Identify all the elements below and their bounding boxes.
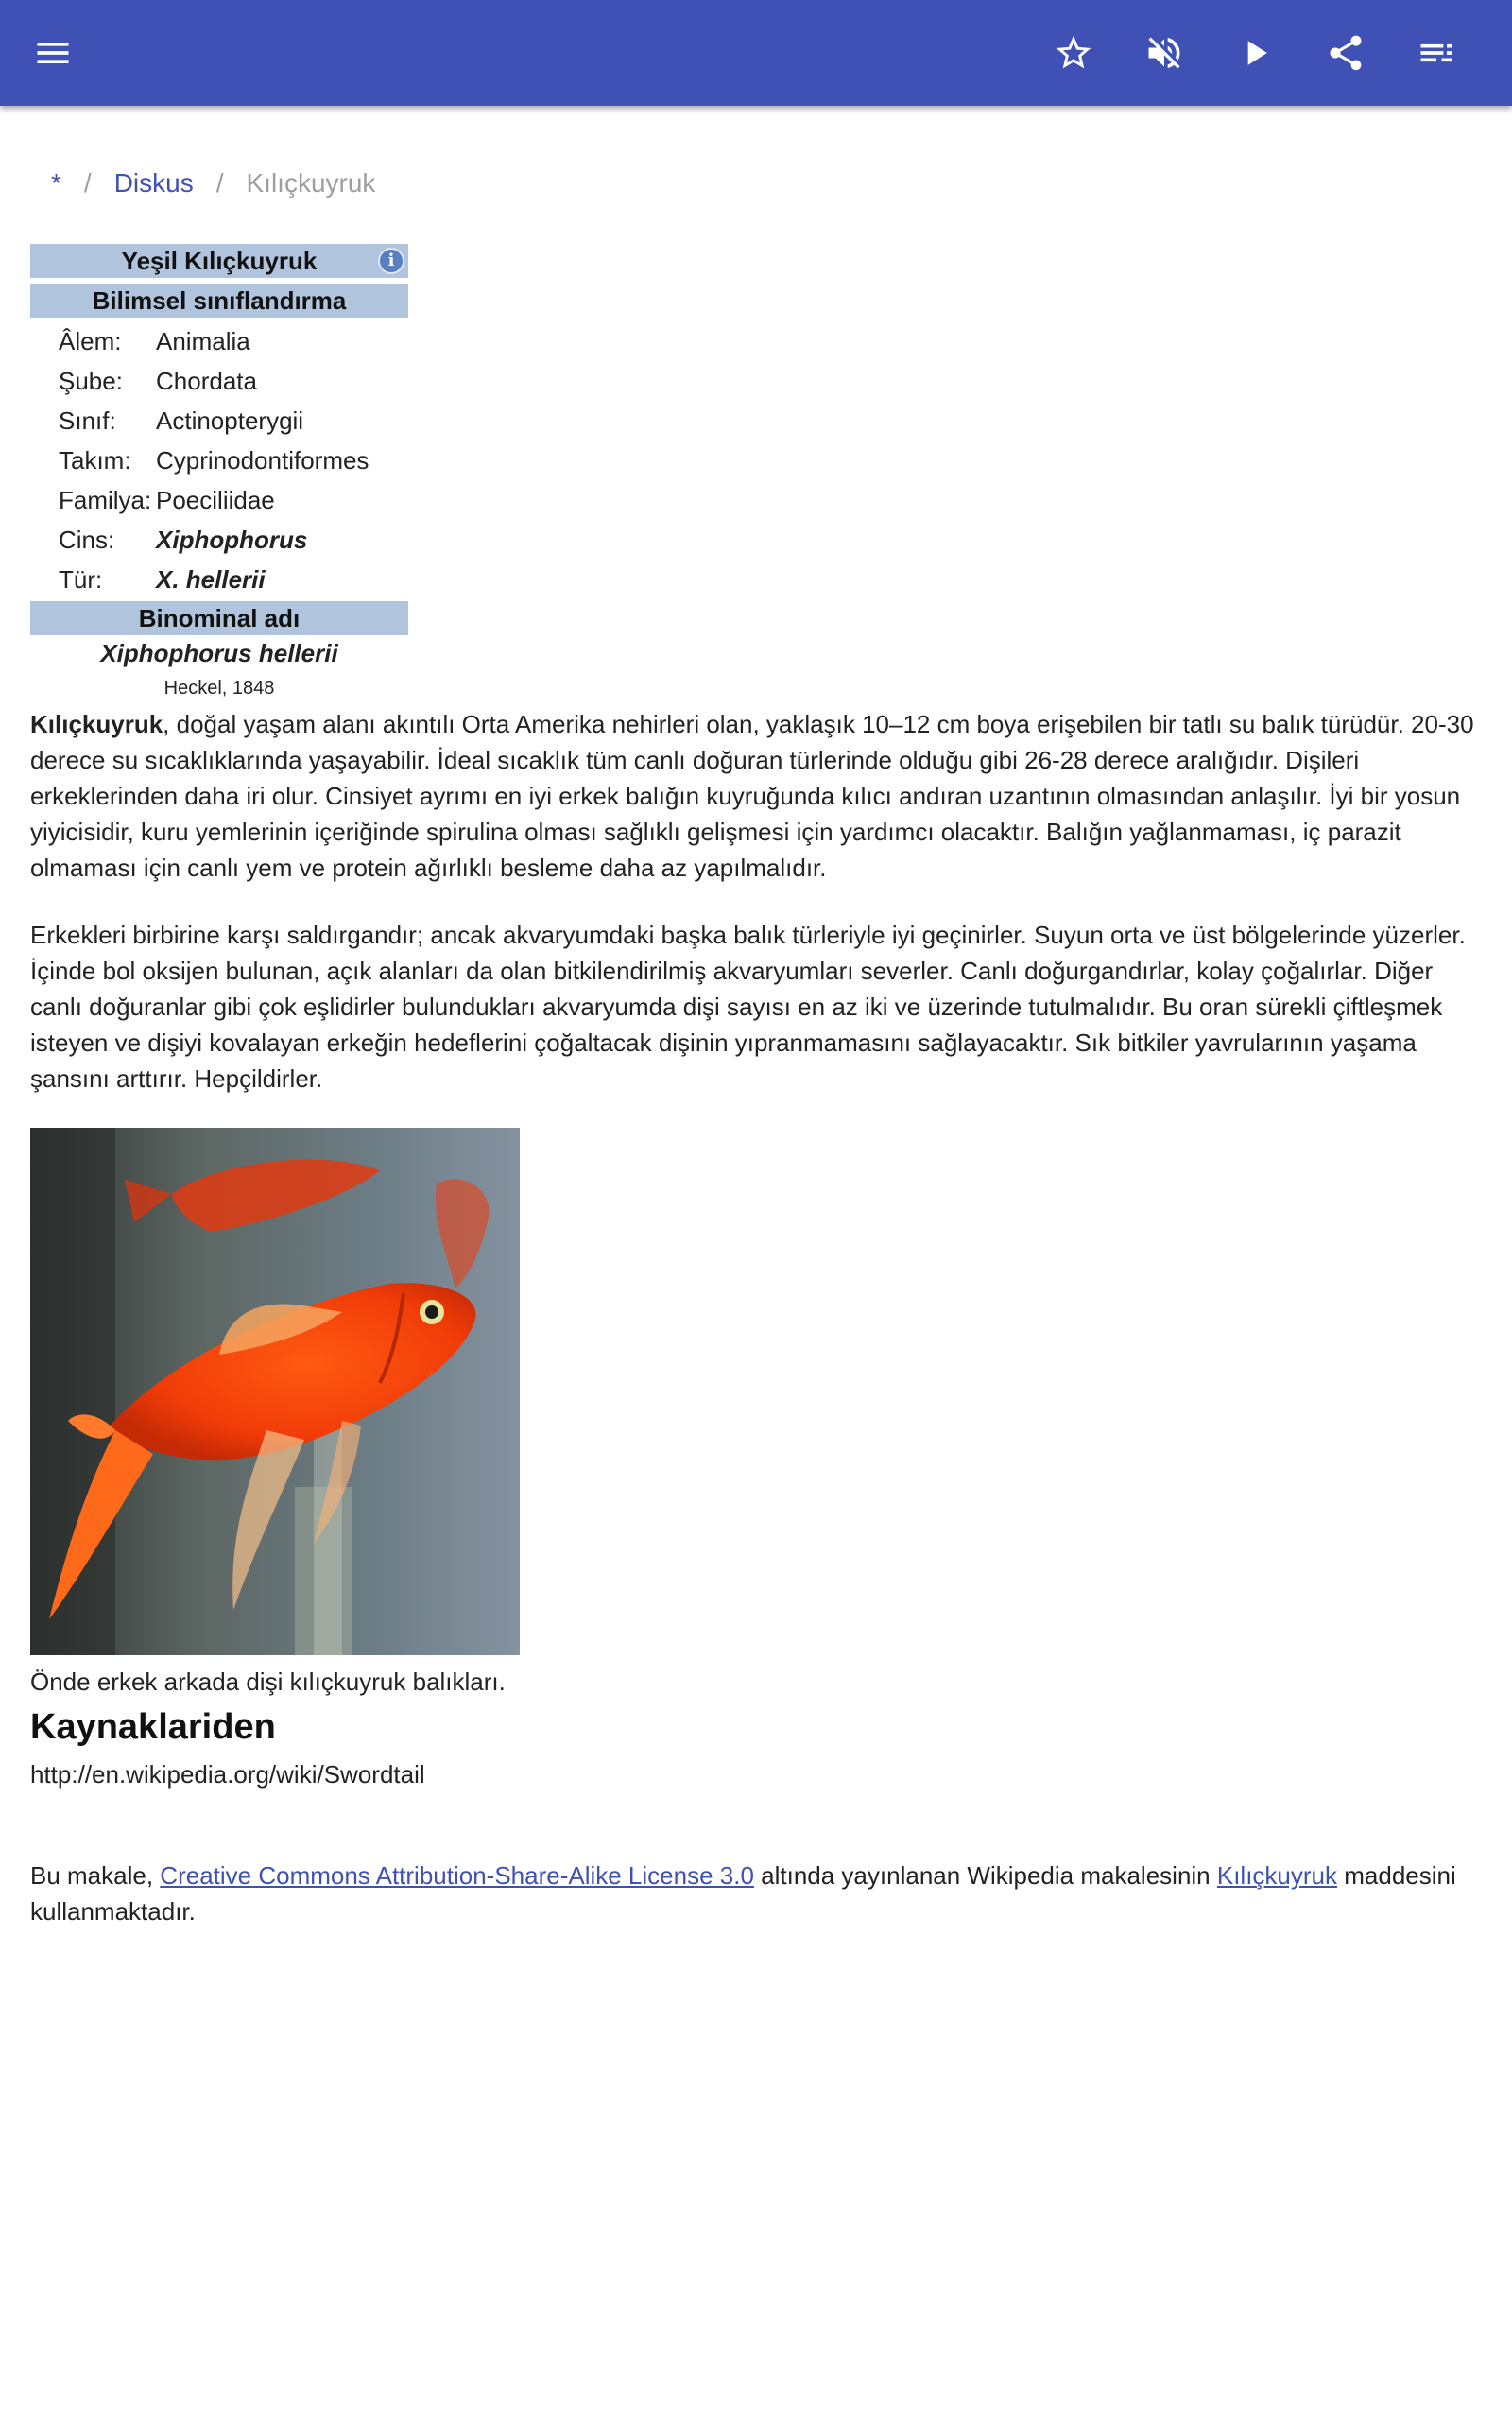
star-outline-icon [1053, 32, 1094, 74]
table-row [59, 361, 369, 401]
play-icon [1234, 32, 1276, 74]
reference-url: http://en.wikipedia.org/wiki/Swordtail [30, 1760, 425, 1789]
references-heading: Kaynaklariden [30, 1707, 276, 1747]
rank-label: Âlem: [59, 326, 122, 355]
rank-value: Chordata [156, 366, 257, 395]
table-row [59, 441, 369, 480]
article-paragraph [30, 706, 1482, 886]
paragraph-text: , doğal yaşam alanı akıntılı Orta Amerika nehirleri olan, yaklaşık 10–12 cm boya erişebilen bir tatlı su balık türüdür. 20-30 derece su sıcaklıklarında yaşayabilir. İdeal sıcaklık tüm canlı doğuran türlerinde olduğu gibi 26-28 derece aralığıdır. Dişileri erkeklerinden daha iri olur. Cinsiyet ayrımı en iyi erkek balığın kuyruğunda kılıcı andıran uzantının olmasından anlaşılır. İyi bir yosun yiyicisidir, kuru yemlerinin içeriğinde spirulina olması sağlıklı gelişmesi için yardımcı olacaktır. Balığın yağlanmaması, iç parazit olmaması için canlı yem ve protein ağırlıklı besleme daha az yapılmalıdır. [30, 710, 1474, 882]
fish-photo[interactable] [30, 1128, 520, 1655]
rank-value: Poeciliidae [156, 485, 275, 514]
table-row [59, 401, 369, 441]
play-button[interactable] [1227, 25, 1283, 81]
table-row [59, 520, 369, 560]
volume-off-icon [1143, 32, 1185, 74]
table-row [59, 480, 369, 520]
breadcrumb-parent-link[interactable]: Diskus [113, 168, 194, 198]
rank-value: X. hellerii [156, 564, 266, 594]
rank-value: Cyprinodontiformes [156, 445, 369, 475]
info-icon[interactable]: i [378, 248, 404, 274]
breadcrumb [51, 168, 375, 199]
rank-value: Xiphophorus [156, 525, 308, 554]
playlist-button[interactable] [1408, 25, 1465, 81]
article-paragraph: Erkekleri birbirine karşı saldırgandır; ancak akvaryumdaki başka balık türleriyle iyi geçinirler. Suyun orta ve üst bölgelerinde yüzerler. İçinde bol oksijen bulunan, açık alanları da olan bitkilendirilmiş akvaryumları severler. Canlı doğurgandırlar, kolay çoğalırlar. Diğer canlı doğuranlar gibi çok eşlidirler bulundukları akvaryumda dişi sayısı en az iki ve üzerinde tutulmalıdır. Bu oran sürekli çiftleşmek isteyen ve dişiyi kovalayan erkeğin hedeflerini çoğaltacak dişinin yıpranmamasını sağlayacaktır. Sık bitkiler yavrularının yaşama şansını arttırır. Hepçildirler. [30, 921, 1466, 1093]
license-link[interactable]: Creative Commons Attribution-Share-Alike License 3.0 [160, 1861, 754, 1890]
menu-icon [32, 32, 74, 74]
breadcrumb-root-link[interactable]: * [51, 168, 61, 198]
table-row [59, 321, 369, 361]
rank-label: Tür: [59, 564, 103, 594]
rank-label: Takım: [59, 445, 131, 475]
rank-label: Familya: [59, 485, 152, 514]
app-bar [0, 0, 1512, 106]
rank-label: Şube: [59, 366, 123, 395]
binomial-author: Heckel, 1848 [163, 678, 275, 699]
share-icon [1325, 32, 1366, 74]
binomial-header: Binominal adı [30, 601, 408, 635]
article-subject: Kılıçkuyruk [30, 710, 163, 738]
license-text: maddesini kullanmaktadır. [30, 1861, 1456, 1926]
playlist-icon [1416, 32, 1457, 74]
breadcrumb-separator: / [215, 168, 224, 198]
source-article-link[interactable]: Kılıçkuyruk [1216, 1861, 1338, 1890]
share-button[interactable] [1317, 25, 1374, 81]
rank-value: Animalia [156, 326, 250, 355]
license-text: altında yayınlanan Wikipedia makalesinin [753, 1861, 1217, 1890]
image-caption: Önde erkek arkada dişi kılıçkuyruk balıkları. [30, 1668, 506, 1696]
breadcrumb-current: Kılıçkuyruk [246, 168, 376, 198]
mute-button[interactable] [1136, 25, 1193, 81]
table-row [59, 560, 369, 599]
rank-label: Sınıf: [59, 406, 116, 435]
classification-header: Bilimsel sınıflandırma [30, 284, 408, 318]
taxobox-title [30, 244, 408, 278]
rank-value: Actinopterygii [156, 406, 304, 435]
binomial-name: Xiphophorus hellerii [100, 639, 338, 667]
taxobox-title-text: Yeşil Kılıçkuyruk [121, 247, 318, 275]
menu-button[interactable] [25, 25, 81, 81]
license-notice [30, 1858, 1482, 1929]
rank-label: Cins: [59, 525, 115, 554]
license-text: Bu makale, [30, 1861, 161, 1890]
classification-table [59, 321, 369, 599]
breadcrumb-separator: / [83, 168, 92, 198]
taxobox [30, 244, 408, 700]
favorite-button[interactable] [1045, 25, 1102, 81]
